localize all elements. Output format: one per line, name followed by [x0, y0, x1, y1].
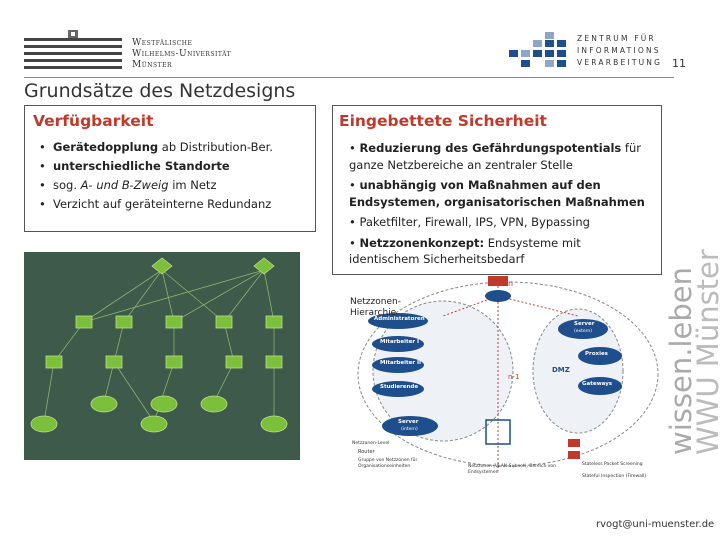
header-divider [24, 77, 674, 78]
center-line-3: VERARBEITUNG [577, 58, 663, 67]
availability-list [39, 138, 273, 214]
security-heading: Eingebettete Sicherheit [339, 112, 547, 130]
security-list [349, 140, 653, 272]
level-n-label: n [508, 279, 514, 288]
legend-router: Router [358, 449, 375, 455]
availability-box [24, 105, 316, 232]
level-n1-label: n-1 [508, 373, 520, 381]
zone-proxies: Proxies [585, 351, 608, 357]
page-title: Grundsätze des Netzdesigns [24, 80, 296, 102]
university-line-3: Münster [132, 60, 173, 70]
zone-staff-1: Mitarbeiter I [380, 339, 419, 345]
brand-slogan [664, 249, 725, 455]
legend-group: Gruppe von Netzzonen für Organisationseinheiten [358, 458, 418, 469]
list-item: • Reduzierung des Gefährdungspotentials für ganze Netzbereiche an zentraler Stelle [349, 141, 642, 172]
zone-gateways: Gateways [582, 381, 613, 387]
list-item: • unabhängig von Maßnahmen auf den Endsystemen, organisatorischen Maßnahmen [349, 178, 645, 209]
brand-slogan-line-2: WWU Münster [691, 249, 725, 455]
legend-zones: Netzzonen (VLAN-Subnet), Bereich von Endsystemen [468, 464, 557, 475]
zone-server-internal-sub: (intern) [401, 427, 418, 432]
diagram-title: Netzzonen- Hierarchie [350, 297, 401, 318]
zone-server-external-sub: (extern) [574, 329, 593, 334]
zone-server-internal: Server [398, 419, 419, 425]
list-item: • unterschiedliche Standorte [39, 157, 273, 176]
center-line-2: INFORMATIONS [577, 46, 661, 55]
brand-slogan-line-1: wissen.leben [664, 267, 698, 455]
wwu-logo-icon [24, 30, 122, 74]
legend-stateless: Stateless Packet Screening [582, 462, 643, 467]
zone-students: Studierende [380, 384, 419, 390]
list-item: • Gerätedopplung ab Distribution-Ber. [39, 138, 273, 157]
list-item: • Netzzonenkonzept: Endsysteme mit identischem Sicherheitsbedarf [349, 235, 581, 266]
security-box [332, 105, 662, 275]
network-topology-image [24, 252, 300, 460]
center-name [577, 33, 662, 69]
legend-stateful: Stateful Inspection (Firewall) [582, 474, 647, 479]
zone-staff-2: Mitarbeiter II [380, 360, 422, 366]
ziv-logo-icon [505, 30, 569, 70]
list-item: • Paketfilter, Firewall, IPS, VPN, Bypassing [349, 215, 590, 229]
zone-admins: Administratoren [374, 316, 425, 322]
center-line-1: ZENTRUM FÜR [577, 34, 656, 43]
zone-server-external: Server [574, 321, 595, 327]
footer-email[interactable]: rvogt@uni-muenster.de [596, 519, 715, 530]
university-line-1: Westfälische [132, 38, 193, 48]
university-line-2: Wilhelms-Universität [132, 49, 232, 59]
zone-dmz: DMZ [552, 366, 570, 374]
list-item: • sog. A- und B-Zweig im Netz [39, 176, 273, 195]
availability-heading: Verfügbarkeit [33, 112, 154, 130]
legend-level: Netzzonen-Level [352, 441, 390, 446]
university-name [132, 38, 231, 71]
page-number: 11 [672, 57, 686, 70]
list-item: • Verzicht auf geräteinterne Redundanz [39, 195, 273, 214]
